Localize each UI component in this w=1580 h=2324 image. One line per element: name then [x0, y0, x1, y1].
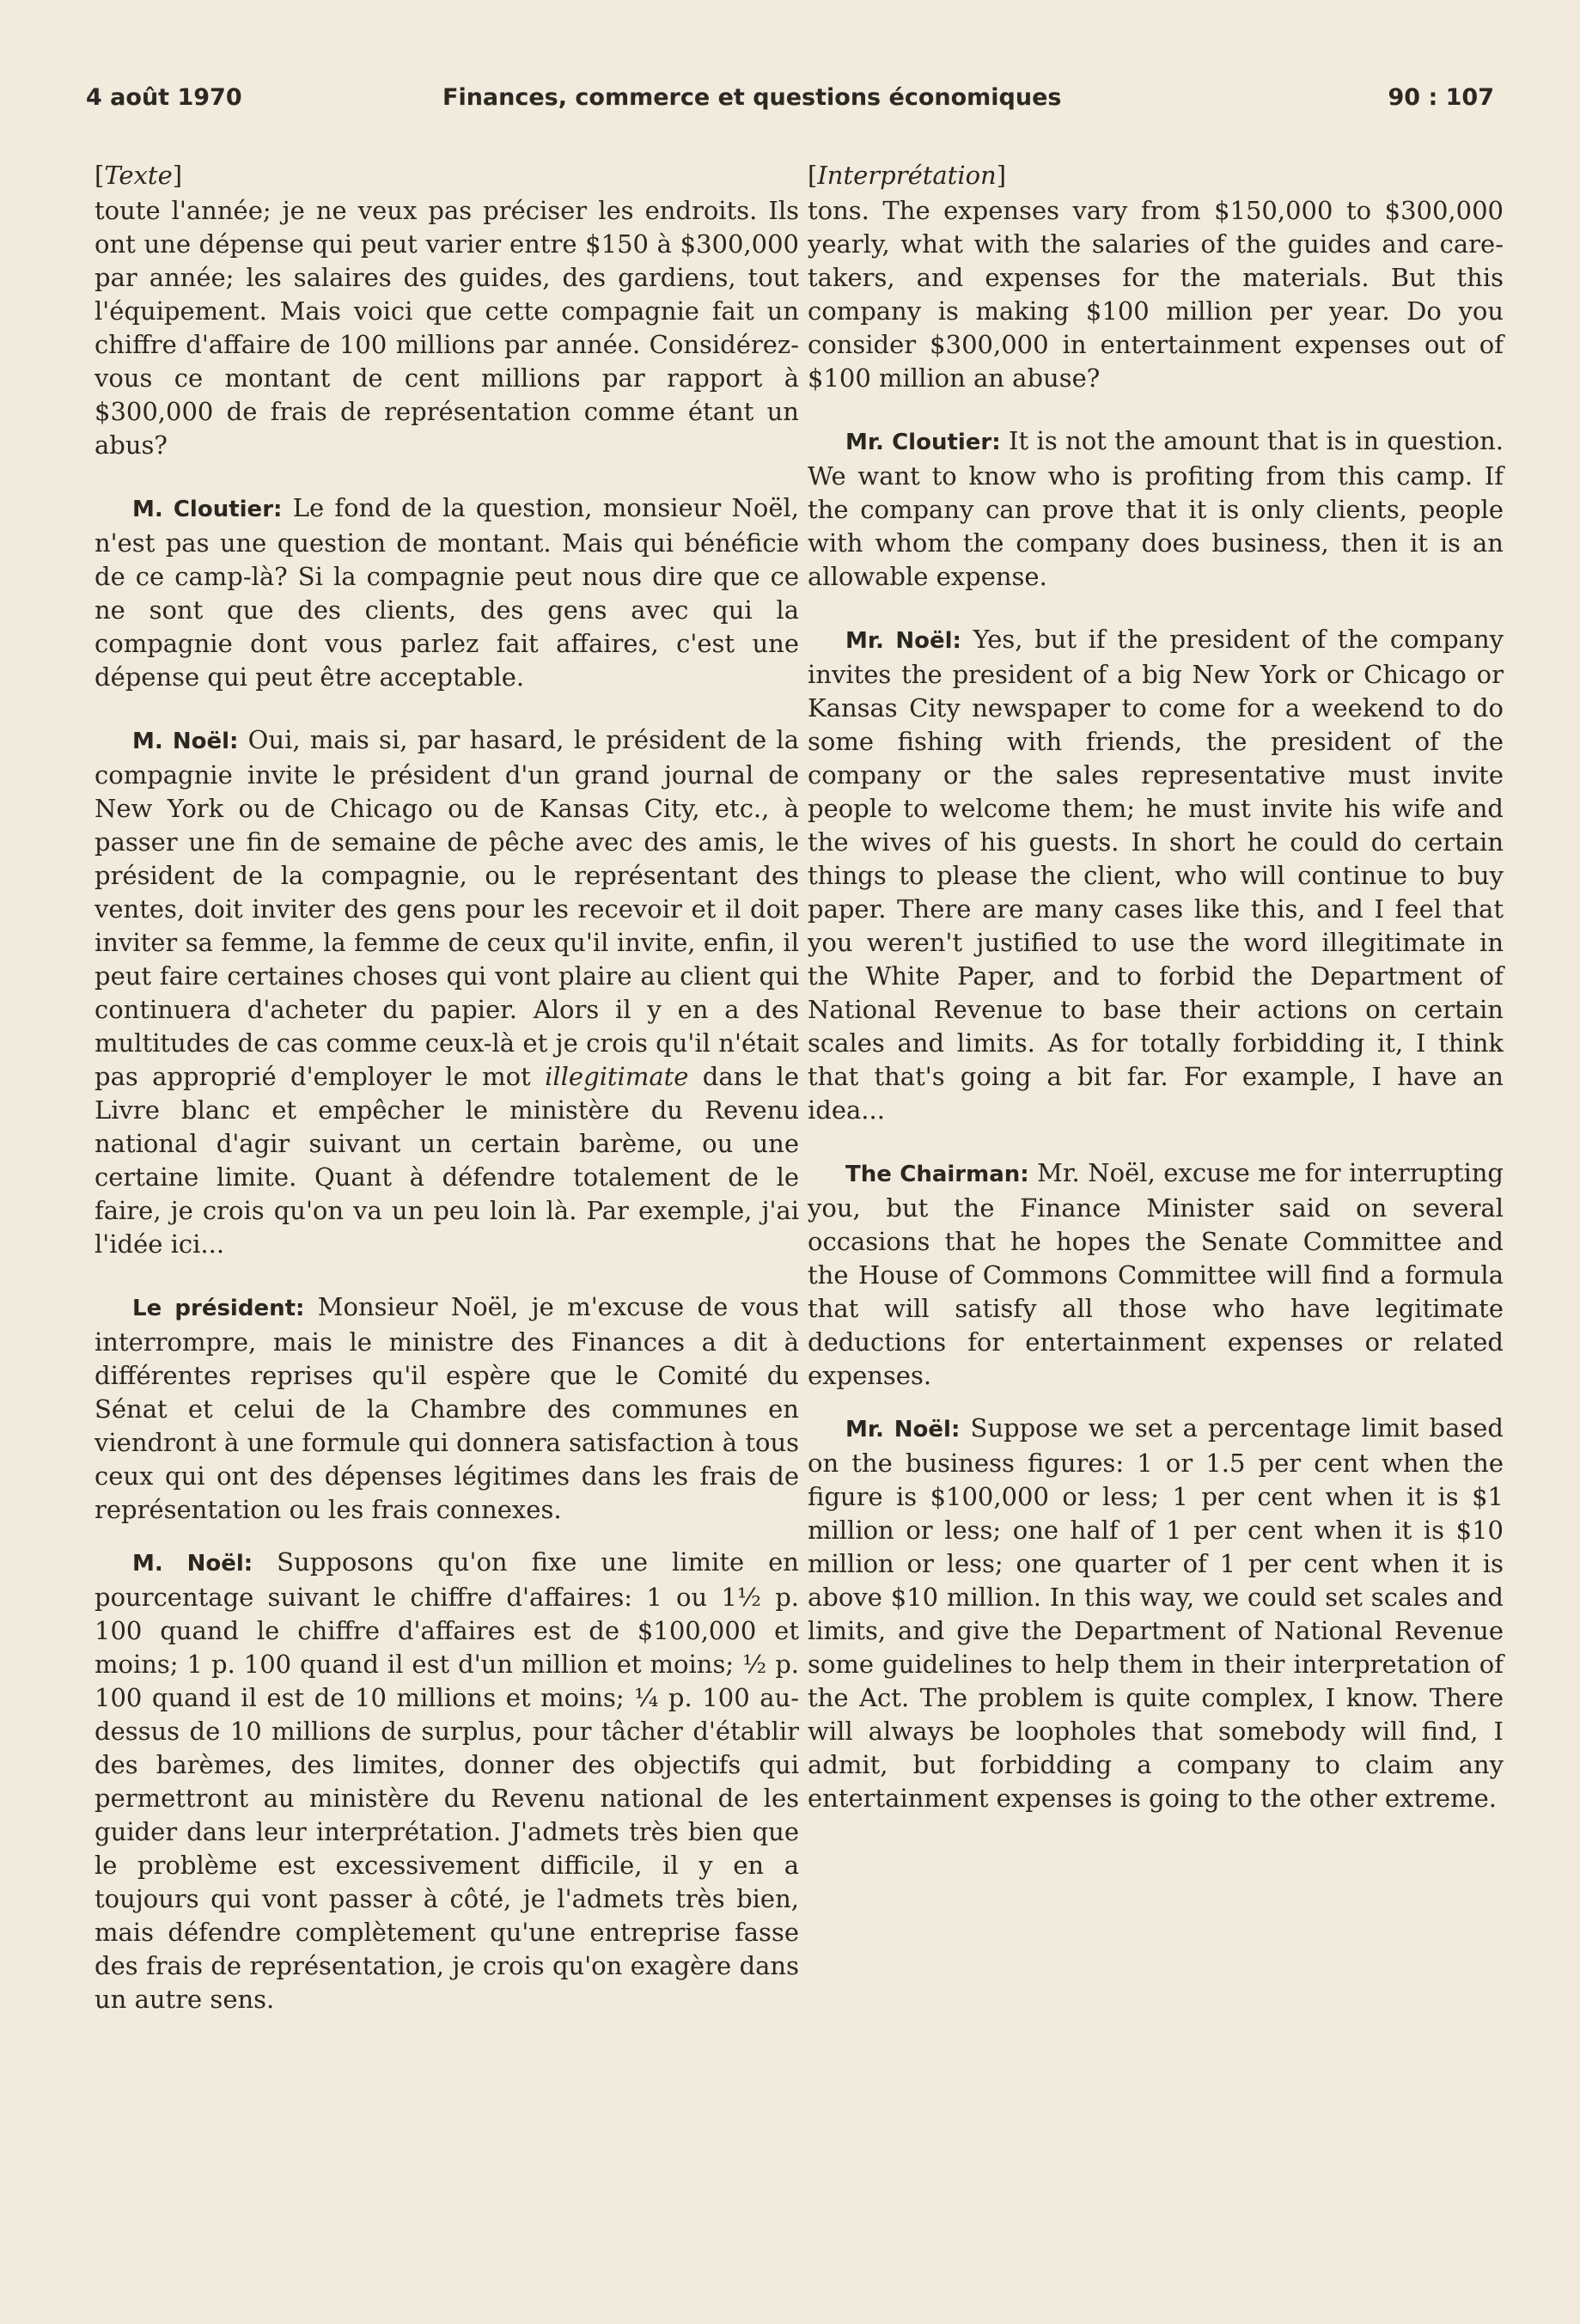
speaker-name: M. Noël: [132, 1551, 253, 1577]
left-section-label: [Texte] [95, 161, 183, 190]
header-page-number: 90 : 107 [1388, 84, 1494, 111]
right-paragraph-4: Mr. Noël: Suppose we set a percentage limit based on the business figures: 1 or 1.5 per cent when the figure is $100,000 or less; 1 per cent when it is $1 million or less; one half of 1 per cent when it is $10 million or less; one quarter of 1 per cent when it is above $10 million. In this way, we could set scales and limits, and give the Department of National Revenue some guidelines to help them in their interpretation of the Act. The problem is quite complex, I know. There will always be loopholes that somebody will find, I admit, but forbidding a company to claim any entertainment expenses is going to the other extreme. [808, 1413, 1504, 1813]
speaker-name: Mr. Noël: [845, 628, 961, 654]
right-column-english [808, 159, 1504, 1815]
speaker-name: The Chairman: [845, 1162, 1029, 1187]
speaker-name: M. Noël: [132, 729, 239, 754]
left-paragraph-4: M. Noël: Supposons qu'on fixe une limite en pourcentage suivant le chiffre d'affaires: 1 ou 1½ p. 100 quand le chiffre d'affaires est de $100,000 et moins; 1 p. 100 quand il est d'un million et moins; ½ p. 100 quand il est de 10 millions et moins; ¼ p. 100 au-dessus de 10 millions de surplus, pour tâcher d'établir des barèmes, des limites, donner des objectifs qui permettront au ministère du Revenu national de les guider dans leur interprétation. J'admets très bien que le problème est excessivement difficile, il y en a toujours qui vont passer à côté, je l'admets très bien, mais défendre complètement qu'une entreprise fasse des frais de représentation, je crois qu'on exagère dans un autre sens. [95, 1547, 799, 2014]
left-paragraph-0: toute l'année; je ne veux pas préciser les endroits. Ils ont une dépense qui peut varier entre $150 à $300,000 par année; les salaires des guides, des gardiens, tout l'équipement. Mais voici que cette compagnie fait un chiffre d'affaire de 100 millions par année. Considérez-vous ce montant de cent millions par rapport à $300,000 de frais de représentation comme étant un abus? [95, 196, 799, 460]
speaker-name: Mr. Noël: [845, 1417, 961, 1443]
right-paragraph-2: Mr. Noël: Yes, but if the president of the company invites the president of a big New York or Chicago or Kansas City newspaper to come for a weekend to do some fishing with friends, the president of the company or the sales representative must invite people to welcome them; he must invite his wife and the wives of his guests. In short he could do certain things to please the client, who will continue to buy paper. There are many cases like this, and I feel that you weren't justified to use the word illegitimate in the White Paper, and to forbid the Department of National Revenue to base their actions on certain scales and limits. As for totally forbidding it, I think that that's going a bit far. For example, I have an idea... [808, 625, 1504, 1125]
left-paragraph-3: Le président: Monsieur Noël, je m'excuse de vous interrompre, mais le ministre des Finances a dit à différentes reprises qu'il espère que le Comité du Sénat et celui de la Chambre des communes en viendront à une formule qui donnera satisfaction à tous ceux qui ont des dépenses légitimes dans les frais de représentation ou les frais connexes. [95, 1292, 799, 1524]
page-header [86, 84, 1494, 122]
right-paragraph-0: tons. The expenses vary from $150,000 to $300,000 yearly, what with the salaries of the guides and care-takers, and expenses for the materials. But this company is making $100 million per year. Do you consider $300,000 in entertainment expenses out of $100 million an abuse? [808, 196, 1504, 393]
header-date: 4 août 1970 [86, 84, 242, 111]
left-paragraph-1: M. Cloutier: Le fond de la question, monsieur Noël, n'est pas une question de montant. Mais qui bénéficie de ce camp-là? Si la compagnie peut nous dire que ce ne sont que des clients, des gens avec qui la compagnie dont vous parlez fait affaires, c'est une dépense qui peut être acceptable. [95, 493, 799, 692]
right-section-label: [Interprétation] [808, 161, 1007, 190]
right-paragraph-3: The Chairman: Mr. Noël, excuse me for interrupting you, but the Finance Minister said on several occasions that he hopes the Senate Committee and the House of Commons Committee will find a formula that will satisfy all those who have legitimate deductions for entertainment expenses or related expenses. [808, 1158, 1504, 1390]
speaker-name: Mr. Cloutier: [845, 430, 1001, 455]
speaker-name: Le président: [132, 1296, 305, 1321]
right-paragraph-1: Mr. Cloutier: It is not the amount that is in question. We want to know who is profiting from this camp. If the company can prove that it is only clients, people with whom the company does business, then it is an allowable expense. [808, 426, 1504, 591]
speaker-name: M. Cloutier: [132, 497, 283, 522]
header-title: Finances, commerce et questions économiques [442, 84, 1062, 111]
left-column-french [95, 159, 799, 2016]
left-paragraph-2: M. Noël: Oui, mais si, par hasard, le président de la compagnie invite le président d'un grand journal de New York ou de Chicago ou de Kansas City, etc., à passer une fin de semaine de pêche avec des amis, le président de la compagnie, ou le représentant des ventes, doit inviter des gens pour les recevoir et il doit inviter sa femme, la femme de ceux qu'il invite, enfin, il peut faire certaines choses qui vont plaire au client qui continuera d'acheter du papier. Alors il y en a des multitudes de cas comme ceux-là et je crois qu'il n'était pas approprié d'employer le mot illegitimate dans le Livre blanc et empêcher le ministère du Revenu national d'agir suivant un certain barème, ou une certaine limite. Quant à défendre totalement de le faire, je crois qu'on va un peu loin là. Par exemple, j'ai l'idée ici... [95, 725, 799, 1259]
